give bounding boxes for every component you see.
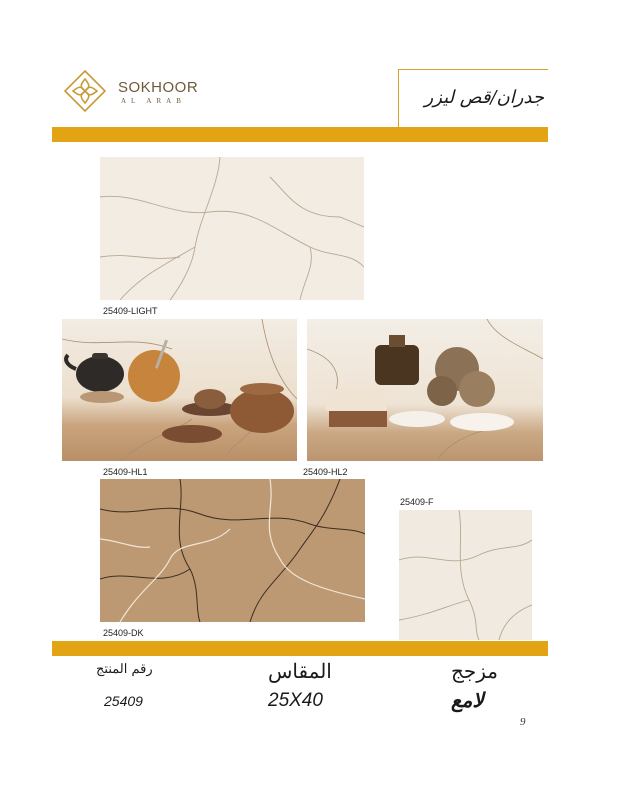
tile-image-dk — [100, 479, 365, 622]
size-label: المقاس — [268, 659, 332, 683]
finish-label: مزجج — [451, 659, 499, 683]
tile-image-hl1 — [62, 319, 297, 461]
page-number: 9 — [520, 716, 526, 728]
tile-label-hl2: 25409-HL2 — [303, 467, 348, 477]
tile-label-dk: 25409-DK — [103, 628, 144, 638]
finish-value: لامع — [451, 688, 484, 712]
tile-image-hl2 — [307, 319, 543, 461]
top-divider-bar — [52, 127, 548, 142]
brand-subtitle: AL ARAB — [121, 97, 186, 105]
tile-label-hl1: 25409-HL1 — [103, 467, 148, 477]
tile-image-light — [100, 157, 364, 300]
page-title: جدران/قص ليزر — [424, 87, 544, 108]
bottom-divider-bar — [52, 641, 548, 656]
tile-image-f — [399, 510, 532, 640]
tile-label-light: 25409-LIGHT — [103, 306, 158, 316]
product-code-label: رقم المنتج — [96, 662, 153, 677]
size-value: 25X40 — [268, 690, 323, 711]
product-code-value: 25409 — [104, 693, 143, 709]
brand-name: SOKHOOR — [118, 79, 199, 96]
tile-label-f: 25409-F — [400, 497, 434, 507]
brand-logo-icon — [62, 68, 108, 114]
